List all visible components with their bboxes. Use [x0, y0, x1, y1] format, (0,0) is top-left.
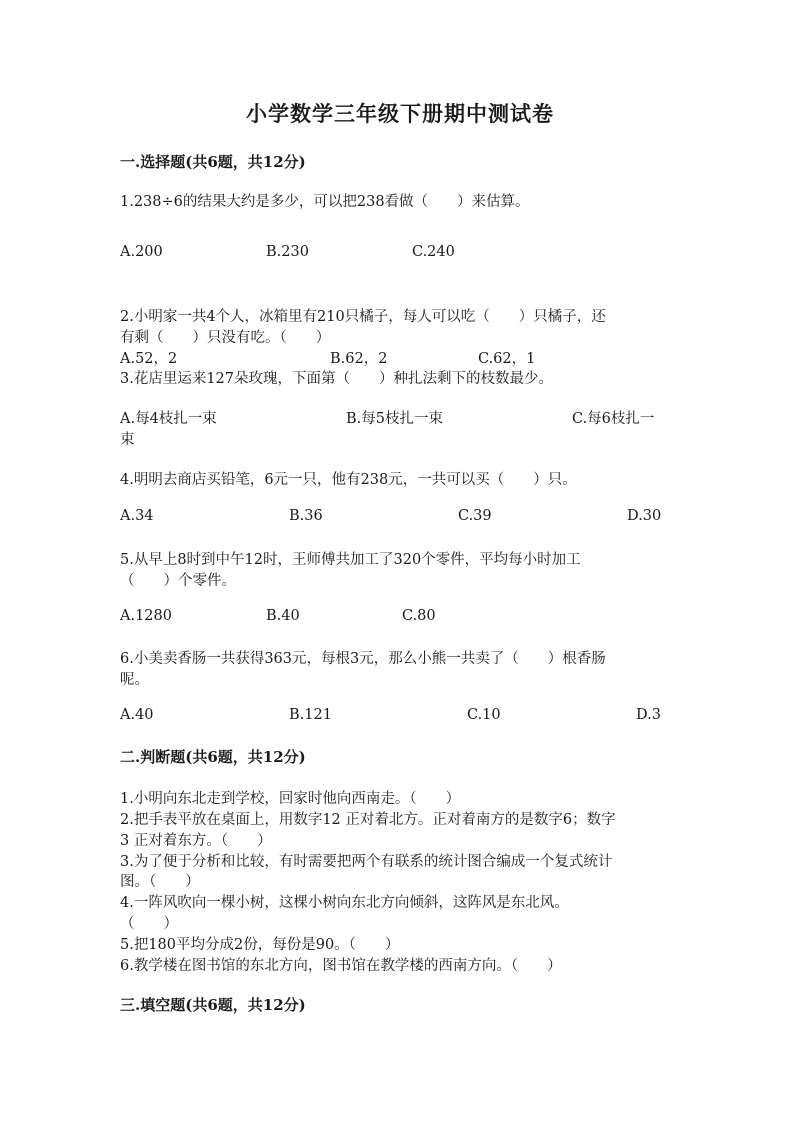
question-line: 3.花店里运来127朵玫瑰，下面第（ ）种扎法剩下的枝数最少。 — [120, 371, 554, 387]
option-d: D.30 — [627, 508, 662, 524]
option-b: B.230 — [266, 244, 309, 260]
option-c-wrap: 束 — [120, 432, 135, 448]
option-b: B.62，2 — [330, 351, 388, 367]
option-a: A.每4枝扎一束 — [120, 411, 217, 427]
question-line: 4.明明去商店买铅笔，6元一只，他有238元，一共可以买（ ）只。 — [120, 472, 577, 488]
option-c: C.240 — [412, 244, 455, 260]
option-a: A.200 — [120, 244, 163, 260]
section-heading-choice: 一.选择题(共6题，共12分) — [120, 153, 306, 171]
option-b: B.每5枝扎一束 — [346, 411, 443, 427]
section-heading-fill-in: 三.填空题(共6题，共12分) — [120, 996, 306, 1014]
option-a: A.1280 — [120, 608, 172, 624]
statement-line: 5.把180平均分成2份，每份是90。（ ） — [120, 937, 400, 953]
option-b: B.40 — [266, 608, 300, 624]
question-line: 5.从早上8时到中午12时，王师傅共加工了320个零件，平均每小时加工 — [120, 552, 581, 568]
option-a: A.34 — [120, 508, 154, 524]
option-b: B.36 — [289, 508, 323, 524]
question-line: 有剩（ ）只没有吃。（ ） — [120, 330, 331, 346]
option-a: A.40 — [120, 707, 154, 723]
question-line: 1.238÷6的结果大约是多少，可以把238看做（ ）来估算。 — [120, 194, 530, 210]
option-c: C.每6枝扎一 — [572, 411, 655, 427]
section-heading-true-false: 二.判断题(共6题，共12分) — [120, 748, 306, 766]
option-c: C.80 — [402, 608, 436, 624]
question-line: 呢。 — [120, 672, 149, 688]
page-title: 小学数学三年级下册期中测试卷 — [246, 101, 554, 126]
option-c: C.10 — [467, 707, 501, 723]
option-a: A.52，2 — [120, 351, 178, 367]
statement-line: 4.一阵风吹向一棵小树，这棵小树向东北方向倾斜，这阵风是东北风。 — [120, 895, 569, 911]
statement-line: 3.为了便于分析和比较，有时需要把两个有联系的统计图合编成一个复式统计 — [120, 854, 613, 870]
statement-line: 6.教学楼在图书馆的东北方向，图书馆在教学楼的西南方向。（ ） — [120, 958, 562, 974]
option-d: D.3 — [636, 707, 661, 723]
option-b: B.121 — [289, 707, 332, 723]
question-line: （ ）个零件。 — [120, 573, 236, 589]
option-c: C.62，1 — [478, 351, 536, 367]
statement-line: 3 正对着东方。（ ） — [120, 833, 272, 849]
question-line: 6.小美卖香肠一共获得363元，每根3元，那么小熊一共卖了（ ）根香肠 — [120, 651, 606, 667]
option-c: C.39 — [458, 508, 492, 524]
question-line: 2.小明家一共4个人，冰箱里有210只橘子，每人可以吃（ ）只橘子，还 — [120, 309, 606, 325]
statement-line: （ ） — [120, 916, 178, 932]
statement-line: 2.把手表平放在桌面上，用数字12 正对着北方。正对着南方的是数字6；数字 — [120, 812, 616, 828]
statement-line: 图。（ ） — [120, 874, 200, 890]
statement-line: 1.小明向东北走到学校，回家时他向西南走。（ ） — [120, 791, 461, 807]
